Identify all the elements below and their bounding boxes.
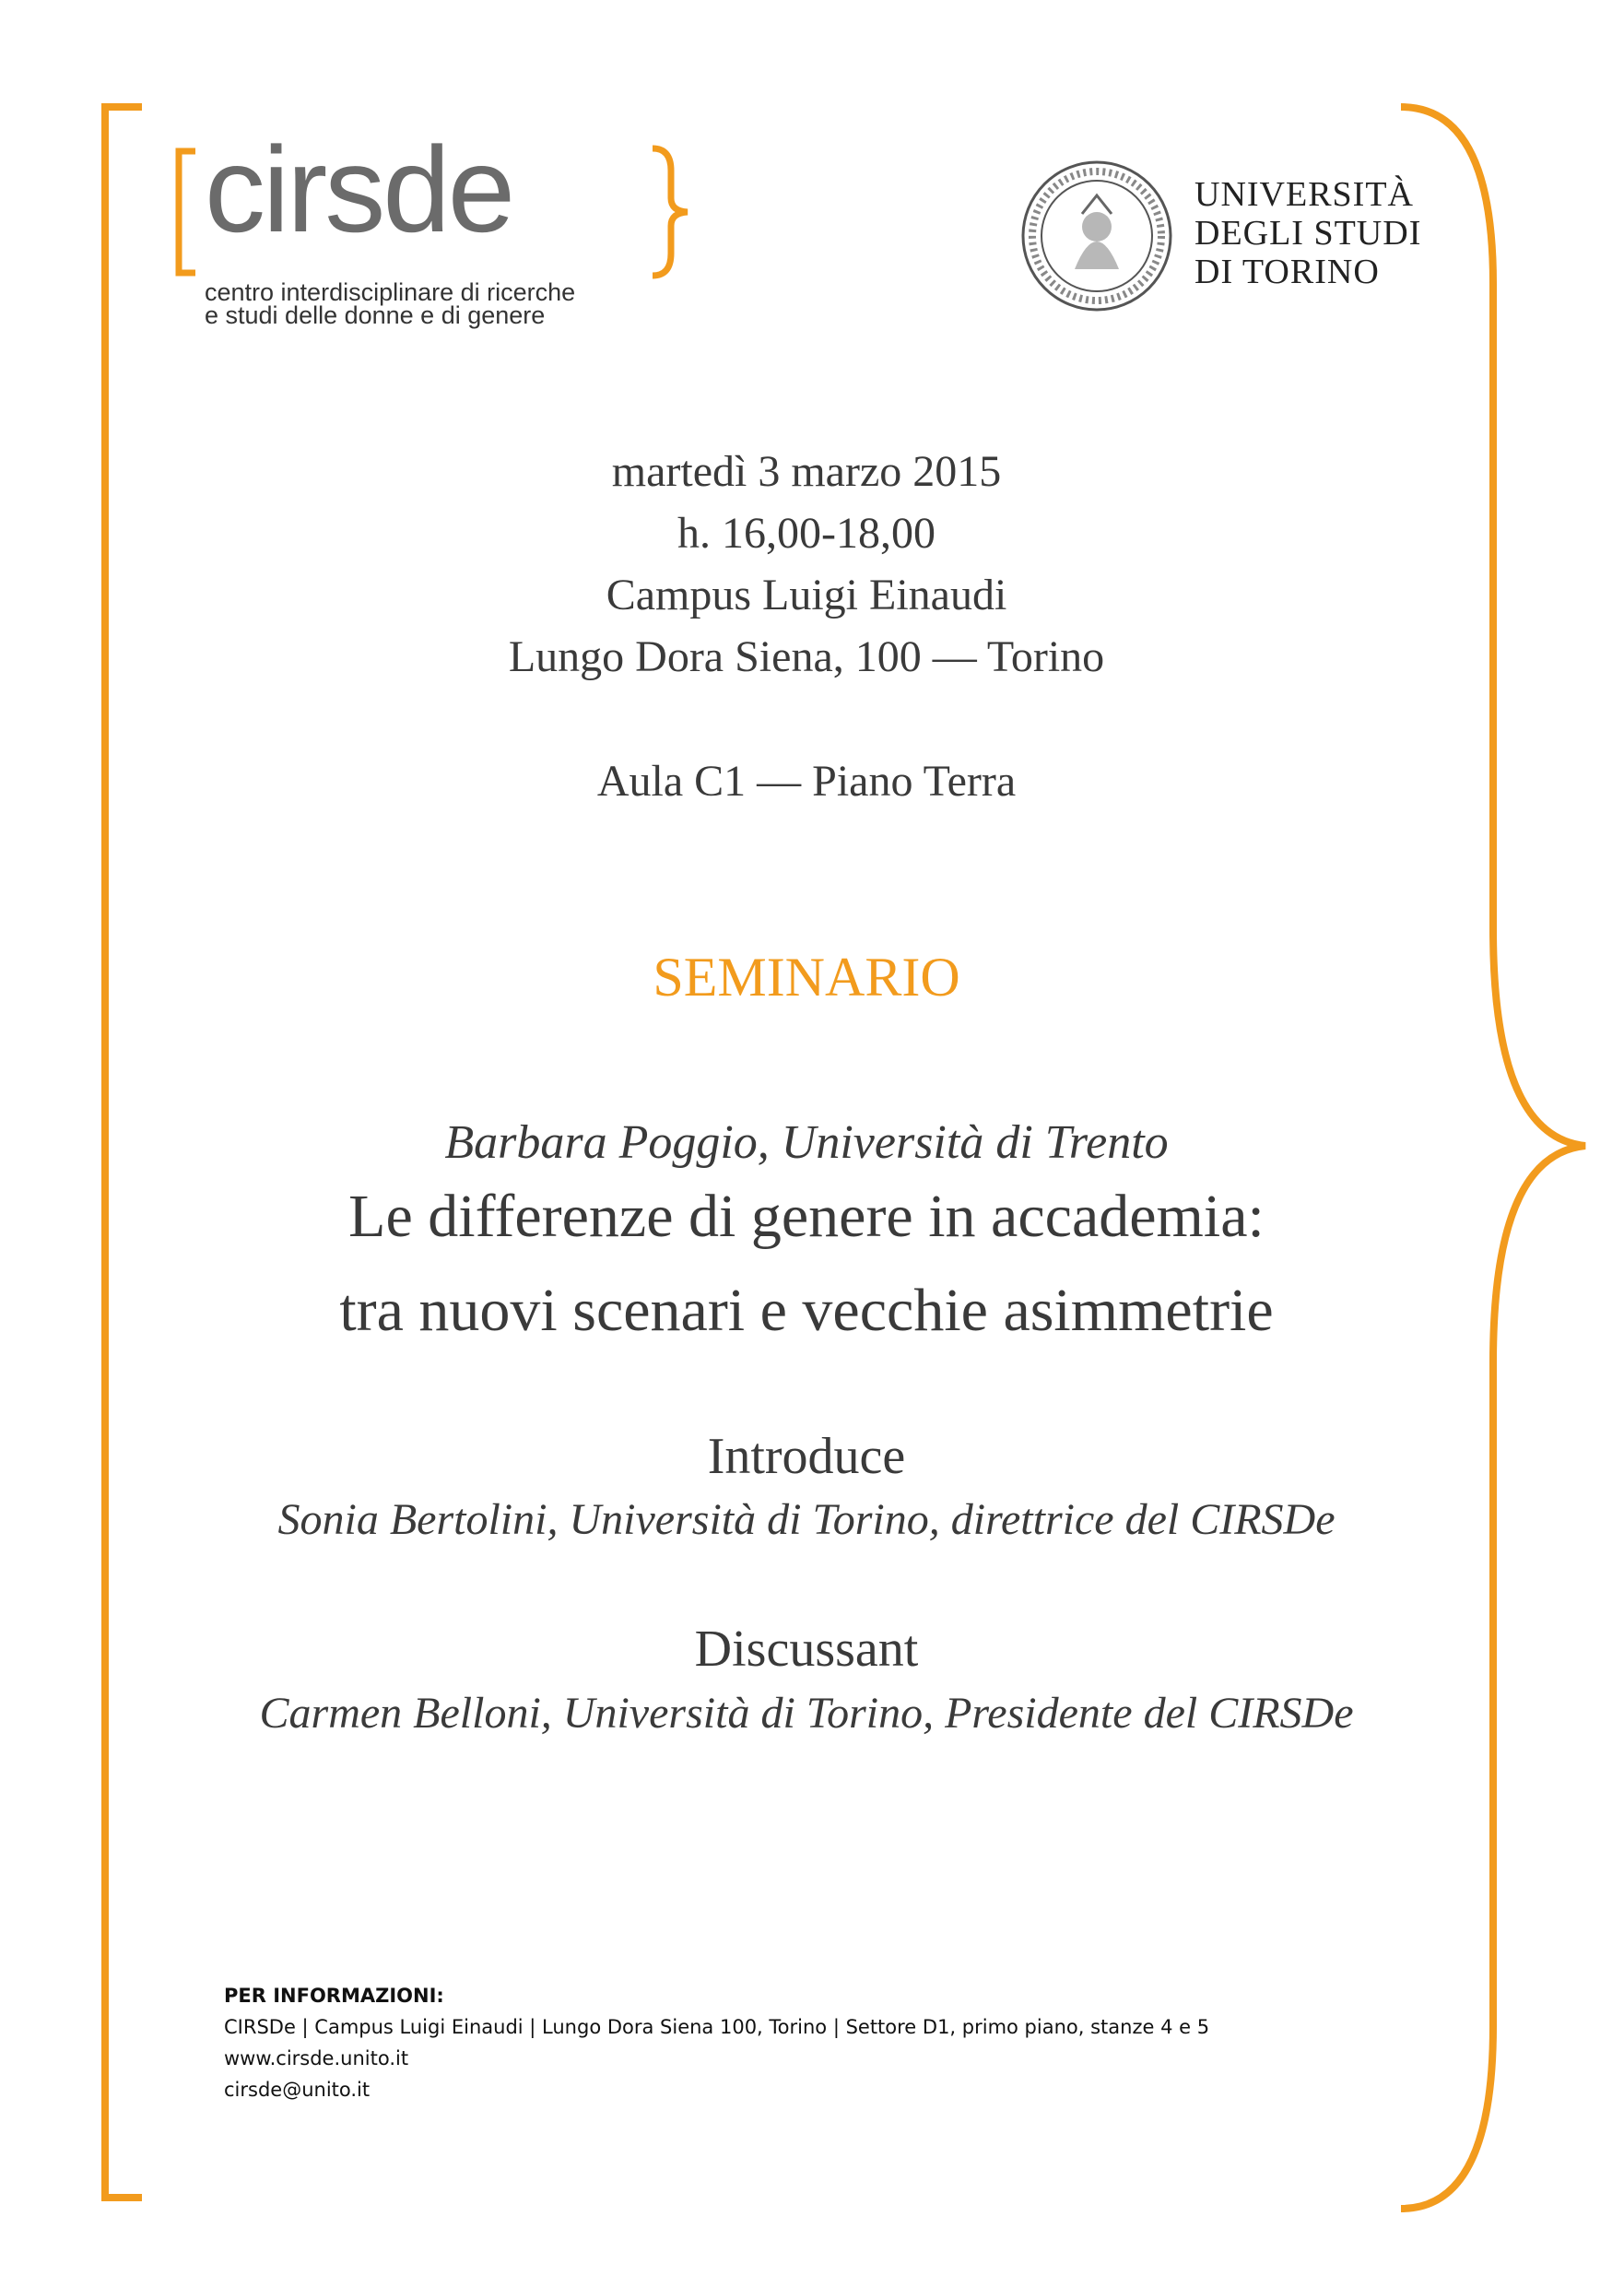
seminar-title-line2: tra nuovi scenari e vecchie asimmetrie (339, 1277, 1274, 1344)
footer-info (224, 1980, 1209, 2105)
seminar-speaker: Barbara Poggio, Università di Trento (444, 1116, 1169, 1169)
event-date: martedì 3 marzo 2015 (611, 447, 1002, 496)
seminar-label: SEMINARIO (653, 947, 960, 1008)
logo-bracket-left-icon (173, 147, 199, 277)
event-room: Aula C1 — Piano Terra (596, 757, 1017, 806)
footer-website-link[interactable]: www.cirsde.unito.it (224, 2047, 409, 2069)
event-time: h. 16,00-18,00 (677, 509, 936, 558)
cirsde-wordmark: cirsde (205, 122, 513, 257)
footer-email-link[interactable]: cirsde@unito.it (224, 2079, 371, 2101)
discussant-person: Carmen Belloni, Università di Torino, Presidente del CIRSDe (259, 1689, 1354, 1738)
university-name-line3: DI TORINO (1194, 253, 1380, 291)
university-name-line1: UNIVERSITÀ (1194, 175, 1414, 214)
discussant-heading: Discussant (694, 1621, 919, 1678)
footer-address: CIRSDe | Campus Luigi Einaudi | Lungo Dora Siena 100, Torino | Settore D1, primo piano, stanze 4 e 5 (224, 2016, 1210, 2038)
university-seal-icon (1019, 159, 1174, 313)
event-address: Lungo Dora Siena, 100 — Torino (508, 632, 1105, 681)
university-name (1194, 175, 1421, 291)
footer-heading: PER INFORMAZIONI: (224, 1985, 444, 2007)
university-name-line2: DEGLI STUDI (1194, 214, 1422, 253)
logo-brace-right-icon (645, 143, 697, 281)
logo-subtitle-line2: e studi delle donne e di genere (205, 301, 546, 329)
introduce-person: Sonia Bertolini, Università di Torino, direttrice del CIRSDe (277, 1495, 1336, 1544)
seminar-title-line1: Le differenze di genere in accademia: (348, 1183, 1265, 1250)
left-bracket-frame (101, 103, 142, 2201)
introduce-heading: Introduce (707, 1428, 906, 1485)
event-venue: Campus Luigi Einaudi (606, 571, 1007, 619)
logo-subtitle-line1: centro interdisciplinare di ricerche (205, 278, 576, 306)
